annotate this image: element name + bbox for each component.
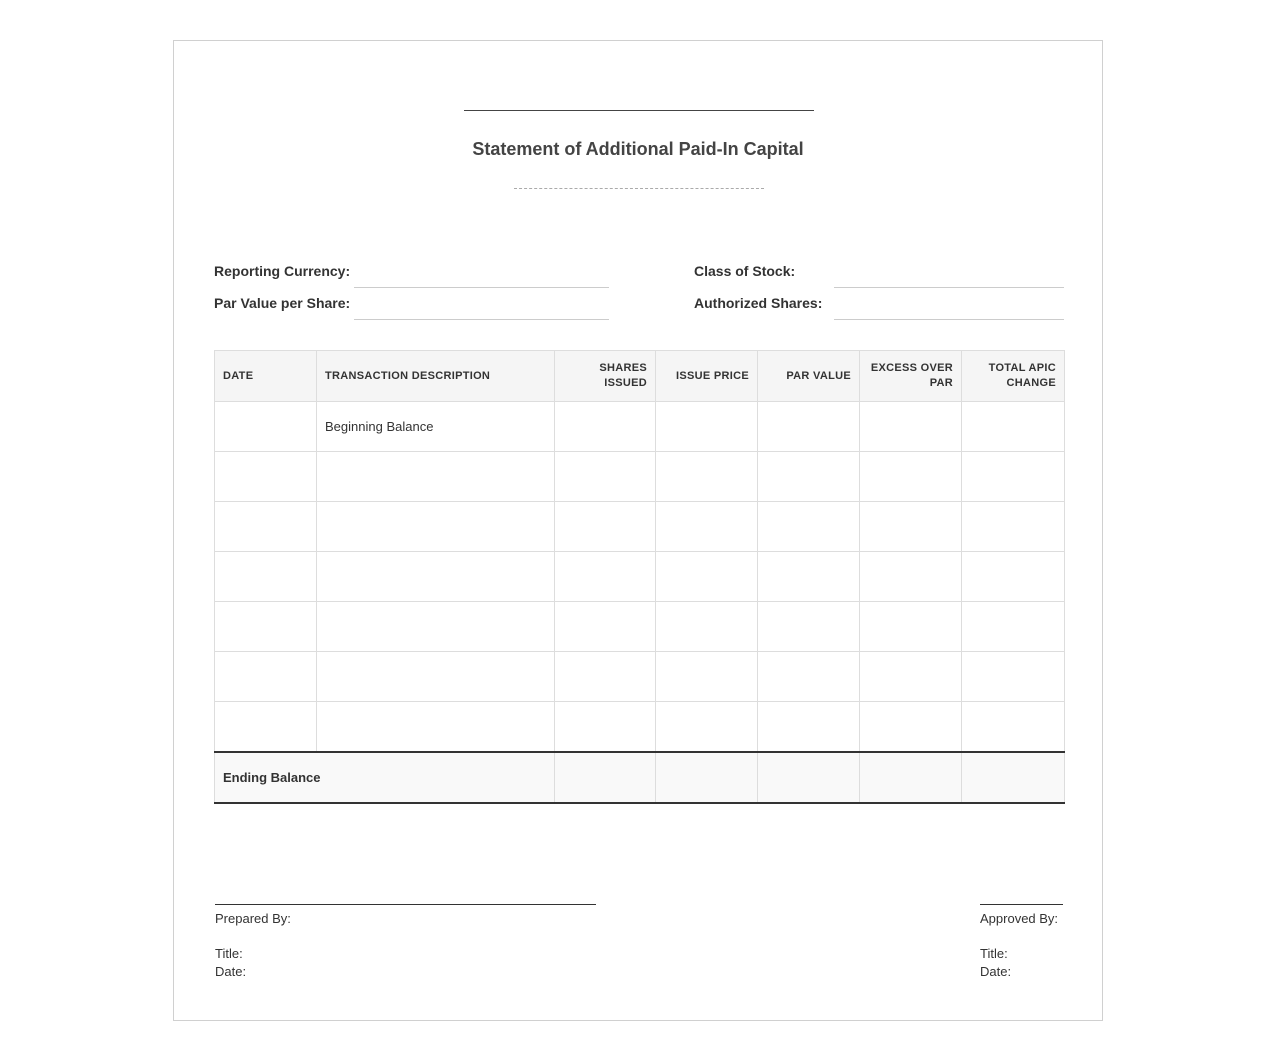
document-page	[173, 40, 1103, 1021]
cell-description[interactable]	[317, 502, 555, 552]
cell-issue-price[interactable]	[656, 602, 758, 652]
cell-excess-over-par[interactable]	[860, 652, 962, 702]
approved-by-title-label: Title:	[980, 946, 1008, 961]
cell-total-apic-change[interactable]	[962, 652, 1065, 702]
class-of-stock-field[interactable]	[834, 287, 1064, 288]
cell-shares-issued[interactable]	[555, 502, 656, 552]
cell-issue-price[interactable]	[656, 502, 758, 552]
cell-excess-over-par[interactable]	[860, 402, 962, 452]
header-shares-issued: SHARES ISSUED	[555, 351, 656, 402]
cell-excess-over-par[interactable]	[860, 452, 962, 502]
cell-shares-issued[interactable]	[555, 552, 656, 602]
reporting-currency-label: Reporting Currency:	[214, 263, 351, 279]
cell-total-apic-change[interactable]	[962, 502, 1065, 552]
cell-issue-price[interactable]	[656, 552, 758, 602]
cell-shares-issued[interactable]	[555, 452, 656, 502]
approved-by-label: Approved By:	[980, 911, 1059, 926]
cell-issue-price[interactable]	[656, 652, 758, 702]
ending-balance-row	[215, 752, 1065, 803]
cell-excess-over-par[interactable]	[860, 502, 962, 552]
table-header-row	[215, 351, 1065, 402]
cell-par-value[interactable]	[758, 502, 860, 552]
cell-issue-price[interactable]	[656, 702, 758, 752]
authorized-shares-label: Authorized Shares:	[694, 295, 823, 311]
cell-par-value[interactable]	[758, 702, 860, 752]
table-row	[215, 652, 1065, 702]
table-row	[215, 502, 1065, 552]
cell-par-value[interactable]	[758, 602, 860, 652]
ending-par-value-cell[interactable]	[758, 752, 860, 803]
table-row	[215, 452, 1065, 502]
prepared-by-title-label: Title:	[215, 946, 243, 961]
cell-description[interactable]	[317, 552, 555, 602]
reporting-currency-field[interactable]	[354, 287, 609, 288]
table-row	[215, 602, 1065, 652]
cell-par-value[interactable]	[758, 452, 860, 502]
cell-description[interactable]	[317, 652, 555, 702]
cell-total-apic-change[interactable]	[962, 602, 1065, 652]
cell-description[interactable]: Beginning Balance	[317, 402, 555, 452]
cell-shares-issued[interactable]	[555, 702, 656, 752]
par-value-per-share-label: Par Value per Share:	[214, 295, 351, 311]
title-top-rule	[464, 110, 814, 111]
cell-shares-issued[interactable]	[555, 402, 656, 452]
cell-total-apic-change[interactable]	[962, 702, 1065, 752]
header-total-apic-change: TOTAL APIC CHANGE	[962, 351, 1065, 402]
cell-description[interactable]	[317, 702, 555, 752]
cell-date[interactable]	[215, 602, 317, 652]
header-date: DATE	[215, 351, 317, 402]
prepared-by-label: Prepared By:	[215, 911, 291, 926]
ending-excess-over-par-cell[interactable]	[860, 752, 962, 803]
cell-date[interactable]	[215, 702, 317, 752]
cell-par-value[interactable]	[758, 402, 860, 452]
cell-total-apic-change[interactable]	[962, 552, 1065, 602]
cell-description[interactable]	[317, 452, 555, 502]
cell-excess-over-par[interactable]	[860, 602, 962, 652]
apic-table	[214, 350, 1065, 804]
title-dashed-rule	[514, 188, 764, 189]
approved-by-signature-line[interactable]	[980, 904, 1063, 905]
approved-by-date-label: Date:	[980, 964, 1012, 979]
cell-date[interactable]	[215, 652, 317, 702]
cell-date[interactable]	[215, 502, 317, 552]
header-issue-price: ISSUE PRICE	[656, 351, 758, 402]
cell-total-apic-change[interactable]	[962, 452, 1065, 502]
table-row	[215, 552, 1065, 602]
cell-date[interactable]	[215, 552, 317, 602]
par-value-per-share-field[interactable]	[354, 319, 609, 320]
cell-description[interactable]	[317, 602, 555, 652]
table-row	[215, 702, 1065, 752]
cell-issue-price[interactable]	[656, 452, 758, 502]
cell-date[interactable]	[215, 452, 317, 502]
cell-shares-issued[interactable]	[555, 602, 656, 652]
table-row	[215, 402, 1065, 452]
header-transaction-description: TRANSACTION DESCRIPTION	[317, 351, 555, 402]
ending-shares-issued-cell[interactable]	[555, 752, 656, 803]
cell-excess-over-par[interactable]	[860, 702, 962, 752]
cell-total-apic-change[interactable]	[962, 402, 1065, 452]
ending-balance-label: Ending Balance	[215, 752, 555, 803]
cell-date[interactable]	[215, 402, 317, 452]
cell-par-value[interactable]	[758, 552, 860, 602]
ending-total-apic-change-cell[interactable]	[962, 752, 1065, 803]
prepared-by-signature-line[interactable]	[215, 904, 596, 905]
cell-shares-issued[interactable]	[555, 652, 656, 702]
cell-excess-over-par[interactable]	[860, 552, 962, 602]
ending-issue-price-cell[interactable]	[656, 752, 758, 803]
cell-issue-price[interactable]	[656, 402, 758, 452]
document-title: Statement of Additional Paid-In Capital	[472, 139, 804, 159]
class-of-stock-label: Class of Stock:	[694, 263, 796, 279]
authorized-shares-field[interactable]	[834, 319, 1064, 320]
header-par-value: PAR VALUE	[758, 351, 860, 402]
header-excess-over-par: EXCESS OVER PAR	[860, 351, 962, 402]
prepared-by-date-label: Date:	[215, 964, 247, 979]
cell-par-value[interactable]	[758, 652, 860, 702]
